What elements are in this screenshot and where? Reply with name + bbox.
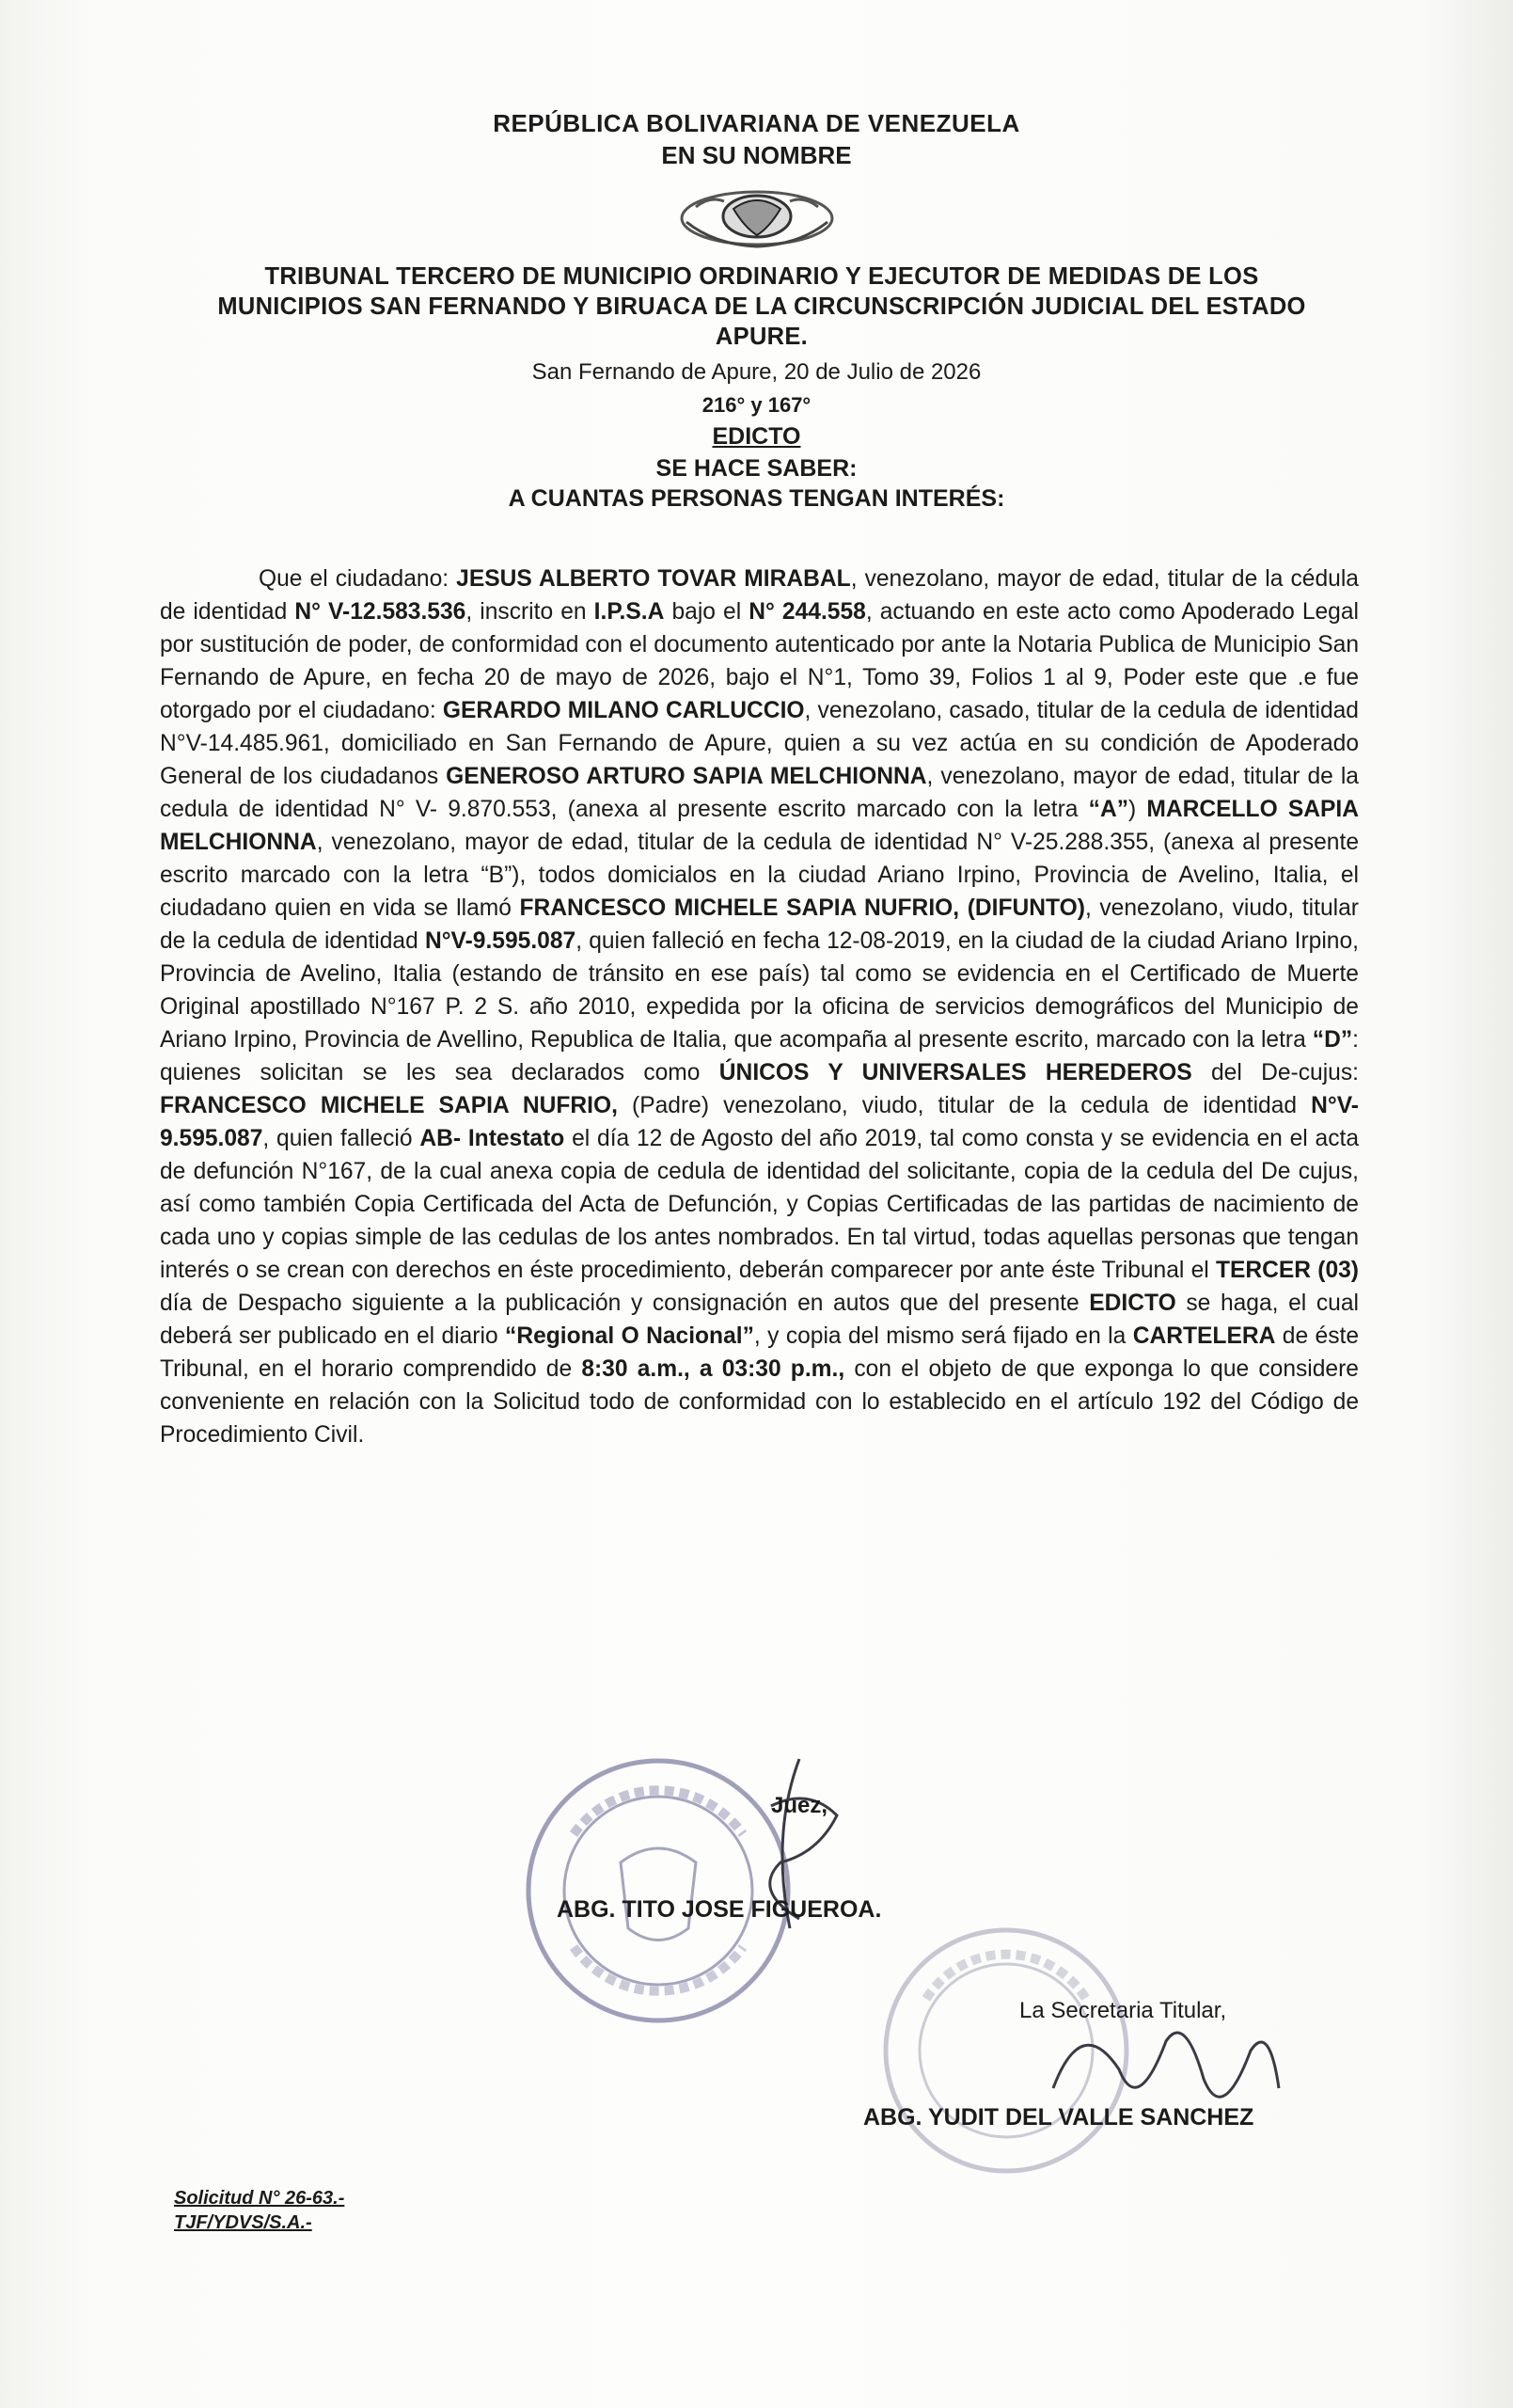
- body-text: , actuando en este acto como Apoderado Legal por sustitución de poder, de conformidad con el documento autenticado por ante la Notaria Publica de Municipio San Fernando de Apure, en fecha 20 de mayo de 2026, bajo el N°1, Tomo 39, Folios 1 al 9, Poder este que .e fue otorgado por el ciudadano:: [160, 599, 1359, 723]
- decujus-name: FRANCESCO MICHELE SAPIA NUFRIO,: [160, 1093, 618, 1118]
- body-text: de éste Tribunal, en el horario comprendido de: [160, 1323, 1360, 1382]
- body-text: día de Despacho siguiente a la publicación y consignación en autos que del presente: [160, 1291, 1090, 1316]
- grantor-name: GERARDO MILANO CARLUCCIO: [442, 698, 805, 723]
- date-line: San Fernando de Apure, 20 de Julio de 2026: [531, 359, 982, 385]
- heir-1-name: GENEROSO ARTURO SAPIA MELCHIONNA: [446, 764, 927, 789]
- court-name: TRIBUNAL TERCERO DE MUNICIPIO ORDINARIO Y EJECUTOR DE MEDIDAS DE LOS MUNICIPIOS SAN FERNANDO Y BIRUACA DE LA CIRCUNSCRIPCIÓN JUDICIAL DEL ESTADO APURE.: [217, 263, 1306, 350]
- applicant-name: JESUS ALBERTO TOVAR MIRABAL: [456, 566, 851, 592]
- body-text: , y copia del mismo será fijado en la: [753, 1323, 1133, 1349]
- body-text: Que el ciudadano:: [259, 566, 457, 592]
- schedule: 8:30 a.m., a 03:30 p.m.,: [581, 1356, 845, 1382]
- secretaria-label: La Secretaria Titular,: [1019, 1998, 1227, 2023]
- years-line: 216° y 167°: [701, 393, 812, 417]
- ipsa-number: N° 244.558: [749, 599, 866, 625]
- secretaria-name: ABG. YUDIT DEL VALLE SANCHEZ: [863, 2104, 1254, 2131]
- intestato: AB- Intestato: [419, 1126, 565, 1151]
- body-text: bajo el: [664, 599, 749, 625]
- body-text: con el objeto de que exponga lo que considere conveniente en relación con la Solicitud todo de conformidad con lo establecido en el artículo 192 del Código de Procedimiento Civil.: [160, 1356, 1359, 1448]
- ipsa-label: I.P.S.A: [593, 599, 665, 625]
- letter-d: “D”: [1312, 1027, 1353, 1053]
- applicant-id: N° V-12.583.536: [294, 599, 466, 625]
- header-republica: REPÚBLICA BOLIVARIANA DE VENEZUELA: [493, 109, 1020, 137]
- body-text: , venezolano, viudo, titular de la cedula de identidad: [160, 895, 1359, 954]
- body-text: : quienes solicitan se les sea declarados como: [160, 1027, 1359, 1085]
- body-text: se haga, el cual deberá ser publicado en el diario: [160, 1291, 1359, 1349]
- juez-label: Juez,: [771, 1793, 828, 1818]
- decujus-id: N°V-9.595.087: [160, 1093, 1359, 1151]
- juez-name: ABG. TITO JOSE FIGUEROA.: [557, 1896, 882, 1923]
- letter-a: “A”: [1088, 797, 1128, 822]
- tercer-dia: TERCER (03): [1215, 1258, 1359, 1283]
- body-text: del De-cujus:: [1191, 1060, 1359, 1085]
- solicitud-number: Solicitud N° 26-63.-: [174, 2188, 345, 2209]
- body-paragraph: [160, 562, 1359, 1451]
- initials: TJF/YDVS/S.A.-: [174, 2212, 312, 2233]
- body-text: , quien falleció en fecha 12-08-2019, en la ciudad de la ciudad Ariano Irpino, Provincia de Avelino, Italia (estando de tránsito en ese país) tal como se evidencia en el Certificado de Muerte Original apostillado N°167 P. 2 S. año 2010, expedida por la oficina de servicios demográficos del Municipio de Ariano Irpino, Provincia de Avellino, Republica de Italia, que acompaña al presente escrito, marcado con la letra: [160, 928, 1359, 1053]
- se-hace-saber: SE HACE SABER:: [655, 455, 858, 482]
- body-text: ): [1128, 797, 1147, 822]
- header-en-su-nombre: EN SU NOMBRE: [661, 141, 852, 169]
- edicto-title: [0, 423, 1513, 451]
- body-text: , venezolano, mayor de edad, titular de la cedula de identidad N° V-25.288.355, (anexa al presente escrito marcado con la letra “B”), todos domicialos en la ciudad Ariano Irpino, Provincia de Avelino, Italia, el ciudadano quien en vida se llamó: [160, 830, 1359, 921]
- edicto-title-text: EDICTO: [712, 423, 801, 450]
- body-text: , venezolano, mayor de edad, titular de la cedula de identidad N° V- 9.870.553, (anexa al presente escrito marcado con la letra: [160, 764, 1359, 822]
- body-text: (Padre) venezolano, viudo, titular de la cedula de identidad: [617, 1093, 1312, 1118]
- newspaper: “Regional O Nacional”: [505, 1323, 754, 1349]
- heirs-declaration: ÚNICOS Y UNIVERSALES HEREDEROS: [718, 1060, 1192, 1085]
- body-text: , inscrito en: [465, 599, 594, 625]
- a-cuantas-personas: A CUANTAS PERSONAS TENGAN INTERÉS:: [508, 485, 1005, 512]
- body-text: el día 12 de Agosto del año 2019, tal como consta y se evidencia en el acta de defunción N°167, de la cual anexa copia de cedula de identidad del solicitante, copia de la cedula del De cujus, así como también Copia Certificada del Acta de Defunción, y Copias Certificadas de las partidas de nacimiento de cada uno y copias simple de las cedulas de los antes nombrados. En tal virtud, todas aquellas personas que tengan interés o se crean con derechos en éste procedimiento, deberán comparecer por ante éste Tribunal el: [160, 1126, 1360, 1283]
- heir-2-name: MARCELLO SAPIA MELCHIONNA: [160, 797, 1360, 855]
- body-text: , venezolano, mayor de edad, titular de la cédula de identidad: [160, 566, 1359, 625]
- deceased-name: FRANCESCO MICHELE SAPIA NUFRIO, (DIFUNTO): [519, 895, 1085, 921]
- cartelera: CARTELERA: [1132, 1323, 1276, 1349]
- deceased-id: N°V-9.595.087: [424, 928, 576, 954]
- body-text: , venezolano, casado, titular de la cedula de identidad N°V-14.485.961, domiciliado en San Fernando de Apure, quien a su vez actúa en su condición de Apoderado General de los ciudadanos: [160, 698, 1359, 789]
- edicto-ref: EDICTO: [1089, 1291, 1176, 1316]
- body-text: , quien falleció: [262, 1126, 420, 1151]
- coat-of-arms-icon: [658, 179, 856, 258]
